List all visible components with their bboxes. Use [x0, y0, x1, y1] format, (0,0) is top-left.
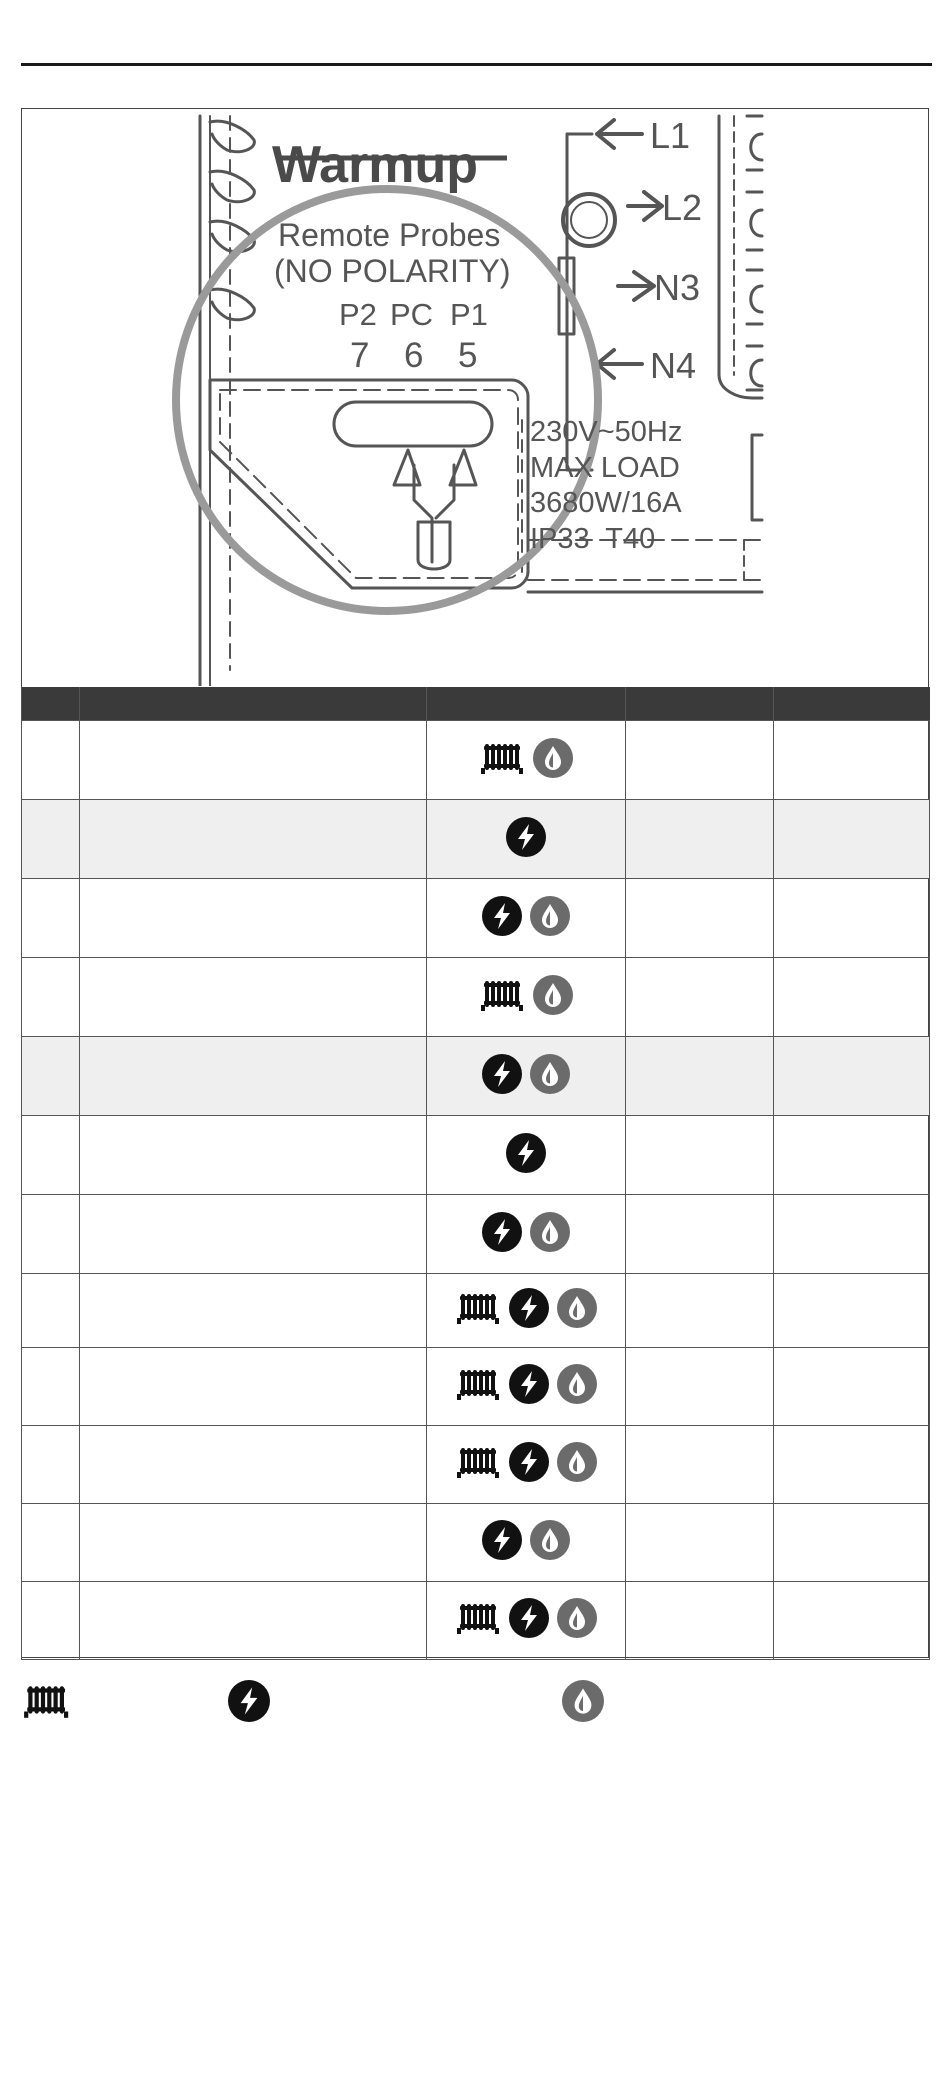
water-drop-icon	[530, 1520, 570, 1560]
energy-type-cell	[427, 721, 626, 800]
water-drop-icon	[562, 1709, 604, 1726]
probe-number-7: 7	[350, 336, 370, 375]
water-drop-icon	[533, 975, 573, 1015]
lightning-icon	[482, 1520, 522, 1560]
table-cell	[774, 800, 930, 879]
table-cell	[774, 1037, 930, 1116]
water-drop-icon	[557, 1598, 597, 1638]
lightning-icon	[506, 817, 546, 857]
energy-type-cell	[427, 879, 626, 958]
table-header-cell	[427, 687, 626, 721]
table-cell	[626, 1116, 774, 1195]
radiator-icon	[455, 1442, 501, 1482]
table-cell	[774, 1116, 930, 1195]
radiator-icon	[455, 1288, 501, 1328]
table-cell	[774, 1195, 930, 1274]
table-cell	[80, 1582, 427, 1660]
table-row	[22, 1348, 930, 1426]
table-header-cell	[774, 687, 930, 721]
lightning-icon	[509, 1364, 549, 1404]
lightning-icon	[228, 1709, 270, 1726]
probe-label-p2: P2	[339, 297, 377, 332]
table-cell	[626, 1274, 774, 1348]
table-row	[22, 958, 930, 1037]
table-cell	[22, 1195, 80, 1274]
table-cell	[22, 1274, 80, 1348]
legend-water-drop	[562, 1680, 604, 1726]
table-cell	[80, 1348, 427, 1426]
wiring-diagram	[22, 110, 928, 686]
energy-type-cell	[427, 1037, 626, 1116]
table-header-cell	[80, 687, 427, 721]
water-drop-icon	[530, 1212, 570, 1252]
table-cell	[22, 1116, 80, 1195]
table-row	[22, 1426, 930, 1504]
terminal-l2: L2	[662, 187, 703, 228]
lightning-icon	[482, 1054, 522, 1094]
table-cell	[774, 1426, 930, 1504]
legend-lightning	[228, 1680, 270, 1726]
table-cell	[80, 800, 427, 879]
water-drop-icon	[530, 896, 570, 936]
table-cell	[626, 1348, 774, 1426]
rating-watt-amp: 3680W/16A	[530, 487, 682, 519]
brand-logo: Warmup	[272, 136, 479, 194]
probe-title-line2: (NO POLARITY)	[274, 253, 511, 289]
energy-type-cell	[427, 800, 626, 879]
table-cell	[774, 879, 930, 958]
table-cell	[80, 958, 427, 1037]
table-cell	[626, 879, 774, 958]
table-cell	[80, 1426, 427, 1504]
energy-type-cell	[427, 1116, 626, 1195]
table-header-cell	[626, 687, 774, 721]
table-row	[22, 879, 930, 958]
table-row	[22, 1582, 930, 1660]
table-row	[22, 1274, 930, 1348]
table-cell	[626, 800, 774, 879]
table-cell	[626, 1504, 774, 1582]
legend-radiator	[22, 1680, 70, 1726]
radiator-icon	[455, 1364, 501, 1404]
energy-type-cell	[427, 1274, 626, 1348]
table-cell	[22, 1582, 80, 1660]
energy-type-cell	[427, 1582, 626, 1660]
table-cell	[774, 1504, 930, 1582]
top-rule	[21, 63, 932, 66]
table-cell	[774, 1274, 930, 1348]
table-cell	[774, 1582, 930, 1660]
table-row	[22, 1116, 930, 1195]
table-cell	[22, 1426, 80, 1504]
radiator-icon	[22, 1709, 70, 1726]
rating-voltage: 230V~50Hz	[530, 416, 683, 448]
table-cell	[80, 1037, 427, 1116]
table-cell	[22, 1504, 80, 1582]
table-cell	[626, 1037, 774, 1116]
lightning-icon	[506, 1133, 546, 1173]
radiator-icon	[479, 738, 525, 778]
table-cell	[22, 721, 80, 800]
table-cell	[774, 1348, 930, 1426]
radiator-icon	[455, 1598, 501, 1638]
probe-number-5: 5	[458, 336, 478, 375]
table-row	[22, 721, 930, 800]
table-cell	[774, 958, 930, 1037]
compatibility-table	[21, 687, 930, 1660]
terminal-n4: N4	[650, 345, 697, 386]
table-cell	[626, 1426, 774, 1504]
energy-type-cell	[427, 1426, 626, 1504]
table-cell	[80, 721, 427, 800]
table-row	[22, 1504, 930, 1582]
table-cell	[22, 958, 80, 1037]
water-drop-icon	[557, 1364, 597, 1404]
table-cell	[80, 1504, 427, 1582]
water-drop-icon	[557, 1288, 597, 1328]
table-row	[22, 1195, 930, 1274]
table-header-row	[22, 687, 930, 721]
table-cell	[22, 1348, 80, 1426]
table-cell	[80, 879, 427, 958]
energy-type-cell	[427, 1195, 626, 1274]
radiator-icon	[479, 975, 525, 1015]
probe-label-pc: PC	[390, 297, 434, 332]
rating-max-load: MAX LOAD	[530, 452, 680, 484]
lightning-icon	[509, 1288, 549, 1328]
lightning-icon	[509, 1598, 549, 1638]
table-cell	[626, 1195, 774, 1274]
table-cell	[80, 1195, 427, 1274]
probe-label-p1: P1	[450, 297, 488, 332]
table-cell	[22, 879, 80, 958]
terminal-l1: L1	[650, 115, 691, 156]
water-drop-icon	[557, 1442, 597, 1482]
terminal-n3: N3	[654, 267, 701, 308]
energy-type-cell	[427, 1348, 626, 1426]
table-row	[22, 1037, 930, 1116]
table-cell	[80, 1116, 427, 1195]
table-header-cell	[22, 687, 80, 721]
table-cell	[80, 1274, 427, 1348]
terminal-block-illustration	[22, 110, 928, 686]
water-drop-icon	[530, 1054, 570, 1094]
table-cell	[22, 1037, 80, 1116]
lightning-icon	[509, 1442, 549, 1482]
table-cell	[626, 1582, 774, 1660]
probe-number-6: 6	[404, 336, 424, 375]
table-cell	[626, 721, 774, 800]
probe-title-line1: Remote Probes	[278, 217, 501, 253]
water-drop-icon	[533, 738, 573, 778]
energy-type-cell	[427, 1504, 626, 1582]
table-cell	[626, 958, 774, 1037]
table-row	[22, 800, 930, 879]
table-cell	[22, 800, 80, 879]
lightning-icon	[482, 896, 522, 936]
energy-type-cell	[427, 958, 626, 1037]
table-cell	[774, 721, 930, 800]
rating-ip-temp: IP33 T40	[530, 523, 656, 555]
lightning-icon	[482, 1212, 522, 1252]
